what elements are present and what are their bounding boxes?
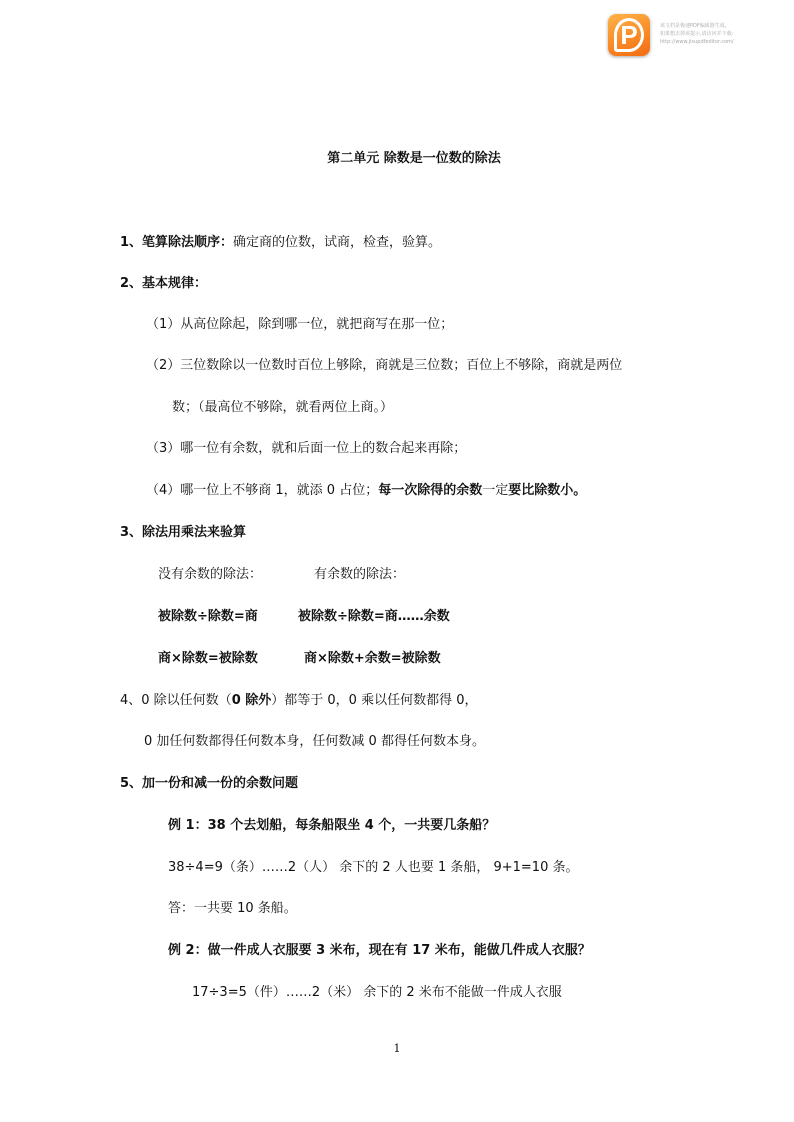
watermark-text [660, 22, 790, 46]
no-remainder-label: 没有余数的除法： [158, 567, 263, 582]
p-letter-icon: P [614, 18, 644, 52]
section-4-text: ）都等于 0，0 乘以任何数都得 0， [271, 693, 478, 708]
watermark-line: 该文档是极速PDF编辑器生成, [660, 23, 727, 29]
formula-division: 被除数÷除数=商 [158, 609, 258, 624]
section-5-heading: 5、加一份和减一份的余数问题 [120, 776, 299, 791]
example-1-calc: 38÷4=9（条）……2（人） 余下的 2 人也要 1 条船， 9+1=10 条。 [168, 860, 579, 875]
watermark-line: 如果想去掉该提示,请访问并下载: [660, 31, 734, 37]
page-title: 第二单元 除数是一位数的除法 [327, 151, 501, 166]
page-number: 1 [393, 1042, 401, 1055]
rule-3: （3）哪一位有余数，就和后面一位上的数合起来再除； [146, 441, 467, 456]
example-1: 例 1：38 个去划船，每条船限坐 4 个，一共要几条船？ [168, 818, 496, 833]
section-text: 确定商的位数，试商，检查，验算。 [233, 235, 442, 250]
rule-4 [146, 482, 586, 500]
rule-1: （1）从高位除起，除到哪一位，就把商写在那一位； [146, 317, 454, 332]
section-4 [120, 692, 477, 710]
example-2: 例 2：做一件成人衣服要 3 米布，现在有 17 米布，能做几件成人衣服？ [168, 943, 591, 958]
example-2-calc: 17÷3=5（件）……2（米） 余下的 2 米布不能做一件成人衣服 [192, 985, 562, 1000]
section-4-text: 4、0 除以任何数（ [120, 693, 232, 708]
section-heading: 1、笔算除法顺序： [120, 235, 234, 250]
rule-2: （2）三位数除以一位数时百位上够除，商就是三位数；百位上不够除，商就是两位 [146, 358, 623, 373]
rule-4-bold: 要比除数小。 [508, 483, 587, 498]
rule-4-text: （4）哪一位上不够商 1，就添 0 占位； [146, 483, 379, 498]
section-2-heading: 2、基本规律： [120, 276, 208, 291]
rule-2-continued: 数；（最高位不够除，就看两位上商。） [172, 400, 394, 415]
rule-4-text: 一定 [482, 483, 509, 498]
formula-division-remainder: 被除数÷除数=商……余数 [298, 609, 450, 624]
formula-check: 商×除数=被除数 [158, 651, 258, 666]
example-1-answer: 答：一共要 10 条船。 [168, 901, 297, 916]
rule-4-bold: 每一次除得的余数 [378, 483, 483, 498]
remainder-label: 有余数的除法： [314, 567, 406, 582]
section-3-heading: 3、除法用乘法来验算 [120, 525, 247, 540]
pdf-editor-logo [608, 14, 650, 56]
section-4-bold: 0 除外 [231, 693, 272, 708]
formula-check-remainder: 商×除数+余数=被除数 [304, 651, 441, 666]
section-4-line-2: 0 加任何数都得任何数本身，任何数减 0 都得任何数本身。 [144, 734, 485, 749]
watermark-line: http://www.jisupdfeditor.com/ [660, 39, 734, 45]
section-1 [120, 234, 441, 252]
